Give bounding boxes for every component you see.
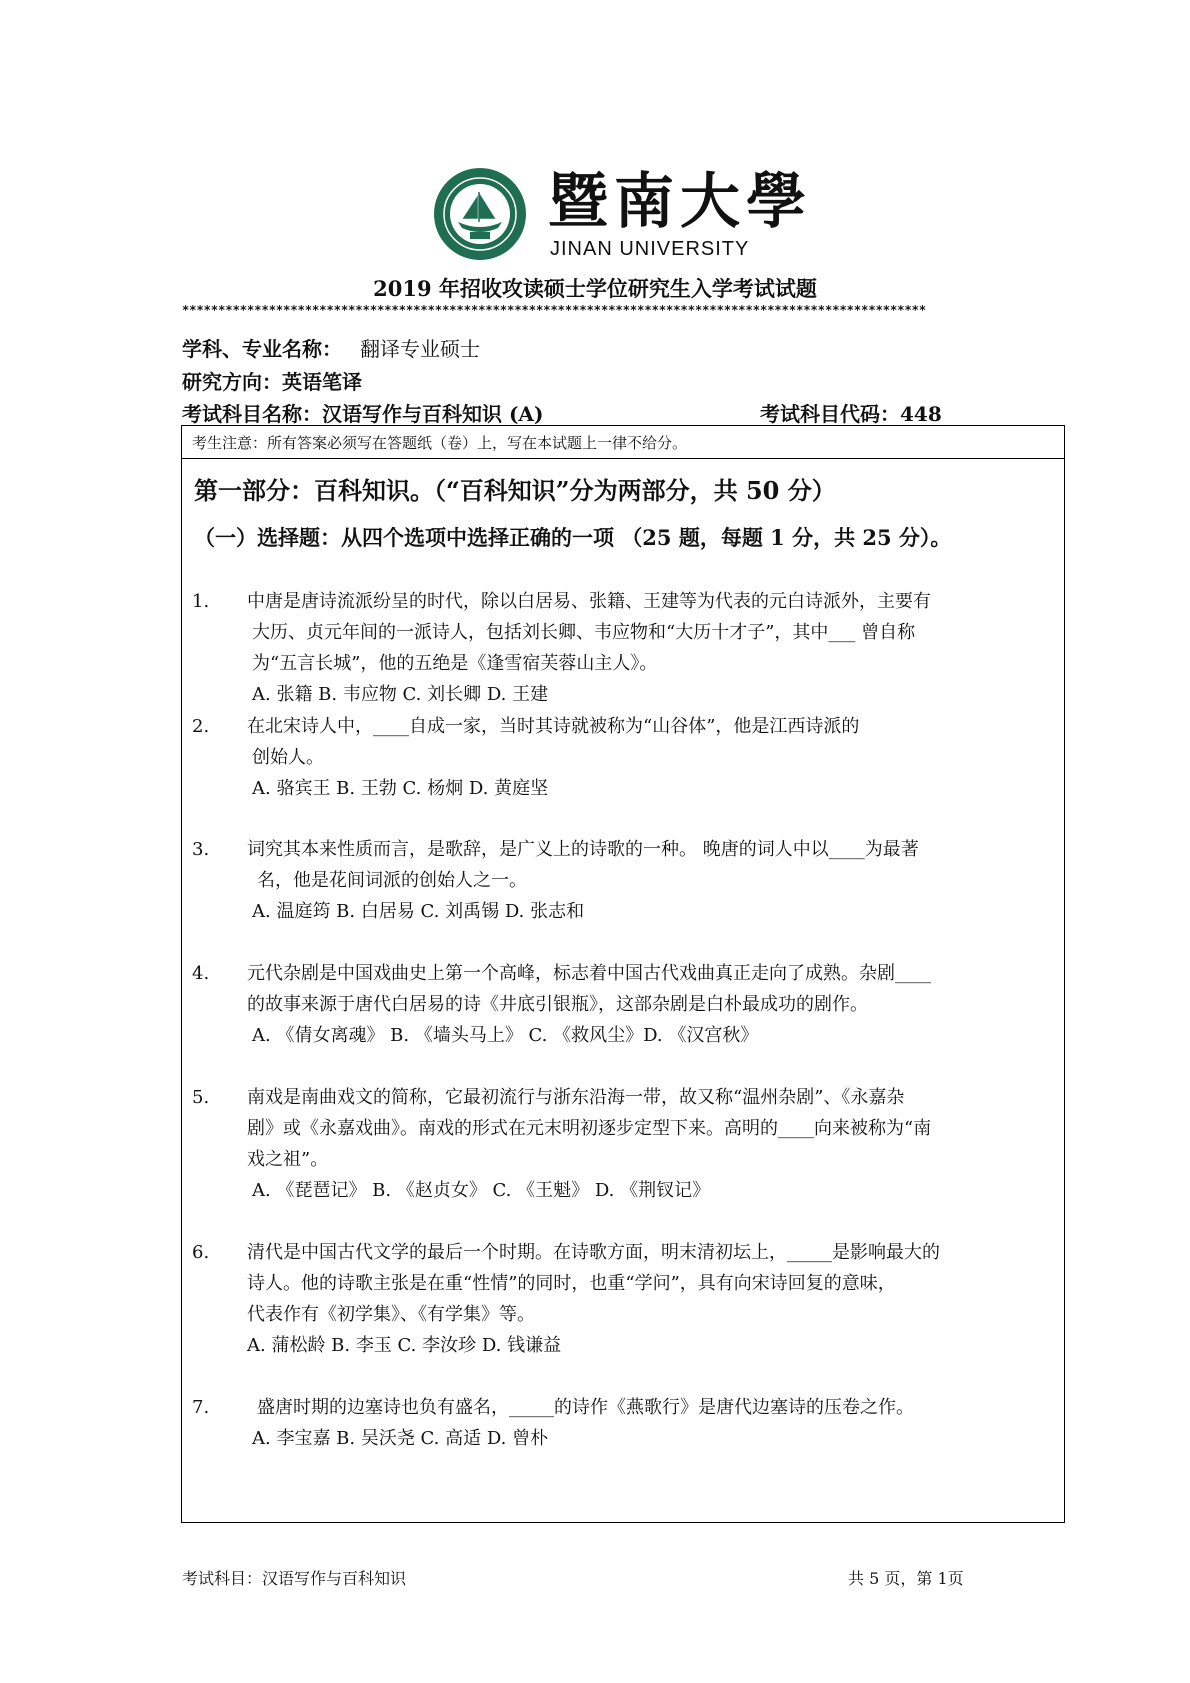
university-logo — [432, 166, 812, 262]
question-text-line: 中唐是唐诗流派纷呈的时代，除以白居易、张籍、王建等为代表的元白诗派外，主要有 — [247, 591, 931, 612]
exam-content-box — [181, 425, 1065, 1523]
question-text-line: 诗人。他的诗歌主张是在重“性情”的同时，也重“学问”，具有向宋诗回复的意味， — [247, 1273, 896, 1294]
university-seal-icon — [432, 166, 528, 262]
question-options: A. 骆宾王 B. 王勃 C. 杨炯 D. 黄庭坚 — [252, 778, 549, 799]
question-options: A. 《倩女离魂》 B. 《墙头马上》 C. 《救风尘》D. 《汉宫秋》 — [252, 1025, 759, 1046]
question-number: 3. — [192, 839, 210, 860]
question-text-line: 清代是中国古代文学的最后一个时期。在诗歌方面，明末清初坛上，_____是影响最大的 — [247, 1242, 940, 1263]
university-name-cn: 暨南大學 — [548, 167, 812, 237]
notice-row — [182, 426, 1064, 459]
question-text-line: 的故事来源于唐代白居易的诗《井底引银瓶》，这部杂剧是白朴最成功的剧作。 — [247, 994, 868, 1015]
question-text-line: 在北宋诗人中，____自成一家，当时其诗就被称为“山谷体”，他是江西诗派的 — [247, 716, 860, 737]
question-options: A. 温庭筠 B. 白居易 C. 刘禹锡 D. 张志和 — [252, 901, 585, 922]
footer-course: 考试科目：汉语写作与百科知识 — [182, 1569, 407, 1588]
question-text-line: 南戏是南曲戏文的简称，它最初流行与浙东沿海一带，故又称“温州杂剧”、《永嘉杂 — [247, 1087, 905, 1108]
question-text-line: 盛唐时期的边塞诗也负有盛名，_____的诗作《燕歌行》是唐代边塞诗的压卷之作。 — [257, 1397, 914, 1418]
course-code: 考试科目代码：448 — [760, 402, 942, 426]
footer-page-count: 共 5 页，第 1页 — [848, 1569, 964, 1588]
question-number: 7. — [192, 1397, 210, 1418]
question-number: 6. — [192, 1242, 210, 1263]
star-divider: ******************************************************************************************************* — [182, 303, 927, 317]
section-title: 第一部分：百科知识。（“百科知识”分为两部分，共 50 分） — [194, 476, 836, 505]
university-name-en: JINAN UNIVERSITY — [550, 238, 750, 260]
question-text-line: 词究其本来性质而言，是歌辞，是广义上的诗歌的一种。 晚唐的词人中以____为最著 — [247, 839, 919, 860]
question-options: A. 《琵琶记》 B. 《赵贞女》 C. 《王魁》 D. 《荆钗记》 — [252, 1180, 711, 1201]
question-options: A. 张籍 B. 韦应物 C. 刘长卿 D. 王建 — [252, 684, 549, 705]
question-number: 4. — [192, 963, 210, 984]
question-text-line: 剧》或《永嘉戏曲》。南戏的形式在元末明初逐步定型下来。高明的____向来被称为“南 — [247, 1118, 932, 1139]
direction-line — [182, 366, 362, 395]
question-number: 5. — [192, 1087, 210, 1108]
course-name: 考试科目名称：汉语写作与百科知识 (A) — [182, 402, 544, 426]
question-number: 1. — [192, 591, 210, 612]
candidate-notice: 考生注意：所有答案必须写在答题纸（卷）上，写在本试题上一律不给分。 — [192, 434, 688, 452]
question-text-line: 元代杂剧是中国戏曲史上第一个高峰，标志着中国古代戏曲真正走向了成熟。杂剧____ — [247, 963, 931, 984]
question-text-line: 创始人。 — [252, 747, 324, 768]
subject-label: 学科、专业名称： — [182, 337, 342, 361]
research-direction: 研究方向：英语笔译 — [182, 370, 362, 394]
exam-title: 2019 年招收攻读硕士学位研究生入学考试试题 — [373, 276, 817, 301]
course-name-line — [182, 398, 543, 427]
question-number: 2. — [192, 716, 210, 737]
question-text-line: 为“五言长城”，他的五绝是《逢雪宿芙蓉山主人》。 — [252, 653, 658, 674]
subject-line — [182, 333, 480, 362]
question-options: A. 李宝嘉 B. 吴沃尧 C. 高适 D. 曾朴 — [252, 1428, 549, 1449]
question-options: A. 蒲松龄 B. 李玉 C. 李汝珍 D. 钱谦益 — [247, 1335, 562, 1356]
question-text-line: 戏之祖”。 — [247, 1149, 329, 1170]
subsection-title: （一）选择题：从四个选项中选择正确的一项 （25 题，每题 1 分，共 25 分）。 — [194, 525, 952, 550]
subject-value: 翻译专业硕士 — [360, 337, 480, 361]
question-text-line: 代表作有《初学集》、《有学集》等。 — [247, 1304, 535, 1325]
question-text-line: 名，他是花间词派的创始人之一。 — [257, 870, 527, 891]
question-text-line: 大历、贞元年间的一派诗人，包括刘长卿、韦应物和“大历十才子”，其中___ 曾自称 — [252, 622, 916, 643]
